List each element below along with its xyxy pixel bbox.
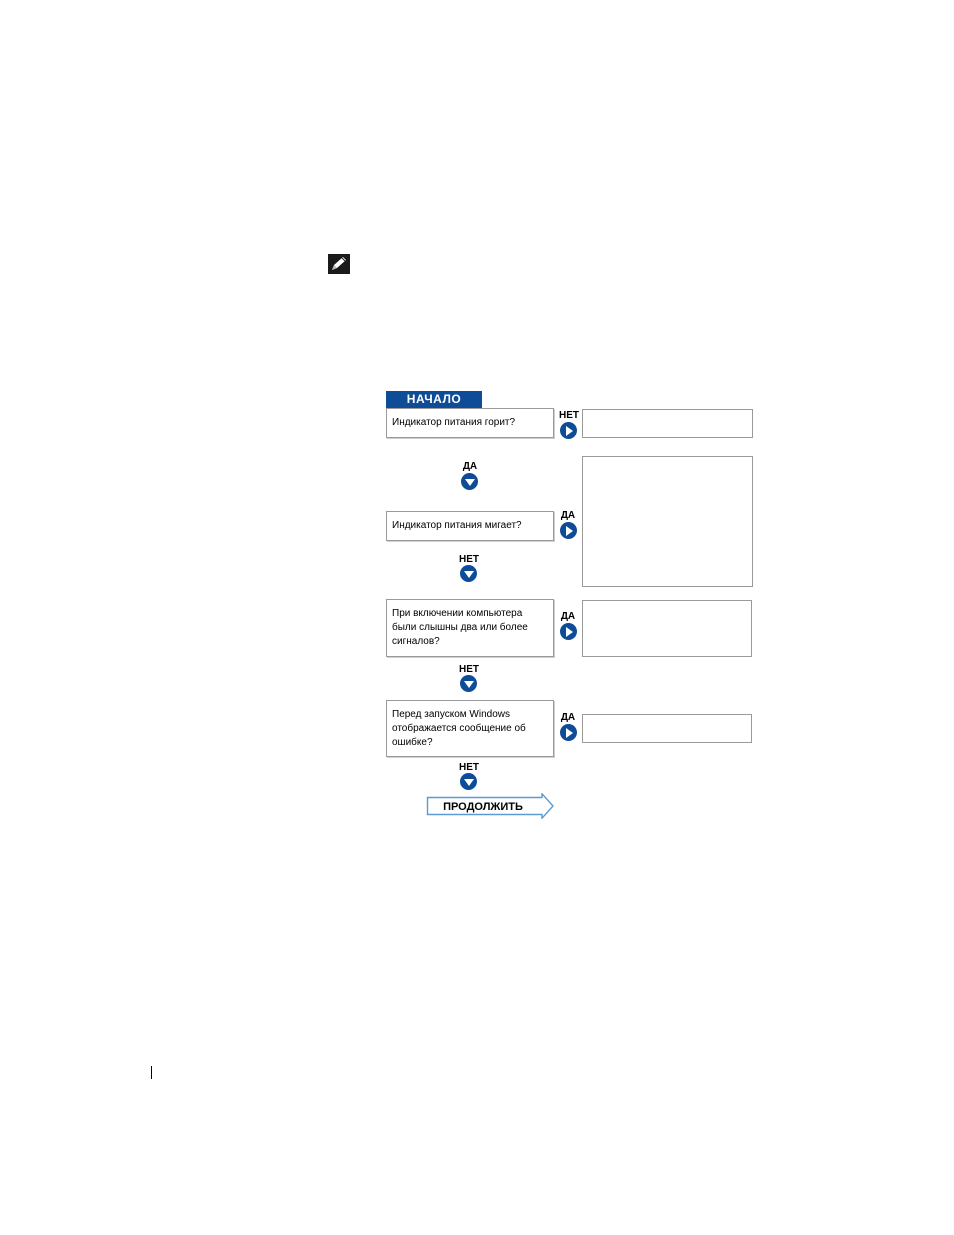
arrow-right-icon (560, 522, 577, 539)
branch-label-q1-right: НЕТ (559, 410, 579, 421)
branch-label-q1-down: ДА (462, 461, 478, 472)
result-box-1 (582, 409, 753, 438)
arrow-right-icon (560, 724, 577, 741)
question-box-1 (386, 408, 554, 438)
arrow-down-icon (461, 473, 478, 490)
arrow-right-icon (560, 623, 577, 640)
question-box-2 (386, 511, 554, 541)
start-label: НАЧАЛО (386, 391, 482, 408)
question-box-4 (386, 700, 554, 757)
page-margin-marker (151, 1066, 152, 1079)
continue-label: ПРОДОЛЖИТЬ (443, 801, 523, 813)
arrow-right-icon (560, 422, 577, 439)
branch-label-q2-right: ДА (560, 510, 576, 521)
question-box-3 (386, 599, 554, 657)
branch-label-q2-down: НЕТ (459, 554, 479, 565)
pencil-note-icon (328, 254, 350, 274)
question-text-3: При включении компьютера были слышны два или более сигналов? (392, 608, 528, 647)
branch-label-q4-down: НЕТ (459, 762, 479, 773)
result-box-2 (582, 456, 753, 587)
result-box-4 (582, 714, 752, 743)
question-text-2: Индикатор питания мигает? (392, 520, 522, 531)
branch-label-q4-right: ДА (560, 712, 576, 723)
arrow-down-icon (460, 773, 477, 790)
branch-label-q3-right: ДА (560, 611, 576, 622)
question-text-4: Перед запуском Windows отображается сообщение об ошибке? (392, 708, 526, 748)
question-text-1: Индикатор питания горит? (392, 417, 516, 428)
branch-label-q3-down: НЕТ (459, 664, 479, 675)
arrow-down-icon (460, 565, 477, 582)
arrow-down-icon (460, 675, 477, 692)
result-box-3 (582, 600, 752, 657)
